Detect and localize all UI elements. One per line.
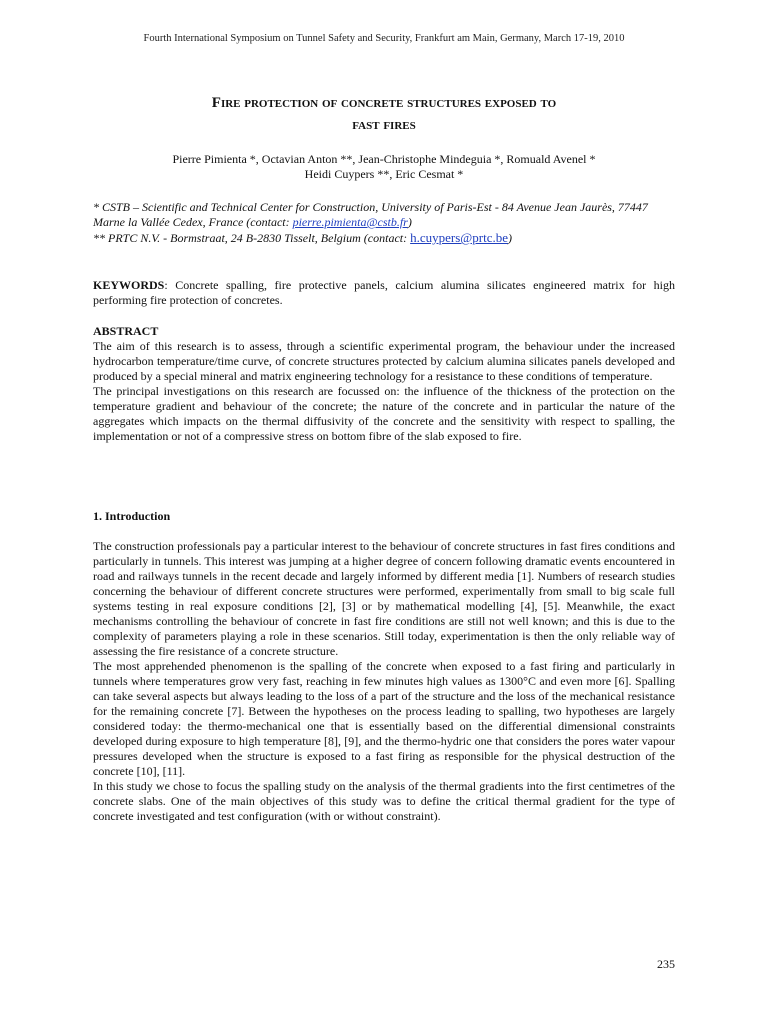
title-line-1: Fire protection of concrete structures exposed to bbox=[211, 95, 557, 111]
keywords-section bbox=[93, 278, 675, 308]
email-link-cstb[interactable]: pierre.pimienta@cstb.fr bbox=[292, 215, 408, 229]
authors-line-2: Heidi Cuypers **, Eric Cesmat * bbox=[304, 167, 464, 181]
introduction-paragraph-3: In this study we chose to focus the spalling study on the analysis of the thermal gradients into the first centimetres of the concrete slabs. One of the main objectives of this study was to define the critical thermal gradient for the type of concrete investigated and test configuration (with or without constraint). bbox=[93, 779, 675, 823]
running-header: Fourth International Symposium on Tunnel Safety and Security, Frankfurt am Main, Germany, March 17-19, 2010 bbox=[143, 33, 625, 44]
abstract-heading: ABSTRACT bbox=[93, 324, 159, 338]
keywords-label: KEYWORDS bbox=[93, 278, 165, 292]
affiliation-prtc-end: ) bbox=[508, 231, 512, 245]
introduction-heading: 1. Introduction bbox=[93, 509, 171, 523]
affiliations bbox=[93, 200, 675, 246]
paper-title bbox=[93, 92, 675, 136]
author-list bbox=[93, 152, 675, 182]
abstract-section bbox=[93, 324, 675, 444]
keywords-text: : Concrete spalling, fire protective panels, calcium alumina silicates engineered matrix for high performing fire protection of concretes. bbox=[93, 278, 675, 307]
email-link-prtc[interactable]: h.cuypers@prtc.be bbox=[410, 230, 508, 245]
abstract-paragraph-2: The principal investigations on this research are focussed on: the influence of the thickness of the protection on the temperature gradient and behaviour of the concrete; the nature of the concrete and in particular the nature of the aggregates which impacts on the thermal diffusivity of the concrete and the sensitivity with respect to spalling, the implementation or not of a compressive stress on bottom fibre of the slab exposed to fire. bbox=[93, 384, 675, 443]
affiliation-cstb bbox=[93, 200, 675, 230]
authors-line-1: Pierre Pimienta *, Octavian Anton **, Jean-Christophe Mindeguia *, Romuald Avenel * bbox=[172, 152, 596, 166]
affiliation-cstb-text: * CSTB – Scientific and Technical Center for Construction, University of Paris-Est - 84 Avenue Jean Jaurès, 77447 Marne la Vallée Cedex, France (contact: bbox=[93, 200, 648, 229]
introduction-paragraph-1: The construction professionals pay a particular interest to the behaviour of concrete structures in fast fires conditions and particularly in tunnels. This interest was jumping at a higher degree of concern following dramatic events encountered in road and railways tunnels in the recent decade and largely informed by different media [1]. Numbers of research studies concerning the behaviour of different concrete structures were performed, experimentally from small to big scale full systems testing in real exposure conditions [2], [3] or by mathematical modelling [4], [5]. Meanwhile, the exact mechanisms controlling the behaviour of concrete in fast fire conditions are still not well known; and this is due to the complexity of parameters playing a role in these scenarios. Still today, experimentation is then the only reliable way of assessing the fire resistance of a concrete structure. bbox=[93, 539, 675, 658]
introduction-section bbox=[93, 539, 675, 824]
affiliation-cstb-end: ) bbox=[407, 215, 412, 229]
title-line-2: fast fires bbox=[352, 117, 416, 133]
affiliation-prtc-text: ** PRTC N.V. - Bormstraat, 24 B-2830 Tisselt, Belgium (contact: bbox=[93, 231, 411, 245]
affiliation-prtc bbox=[93, 230, 675, 246]
page-number: 235 bbox=[657, 957, 675, 971]
abstract-paragraph-1: The aim of this research is to assess, through a scientific experimental program, the behaviour under the increased hydrocarbon temperature/time curve, of concrete structures protected by calcium alumina silicates panels developed and produced by a special mineral and matrix engineering technology for a resistance to these conditions of temperature. bbox=[93, 339, 675, 383]
introduction-paragraph-2: The most apprehended phenomenon is the spalling of the concrete when exposed to a fast firing and particularly in tunnels where temperatures grow very fast, reaching in few minutes high values as 1300°C and even more [6]. Spalling can take several aspects but always leading to the loss of a part of the structure and the loss of the mechanical resistance for the remaining concrete [7]. Between the hypotheses on the process leading to spalling, two hypotheses are largely considered today: the thermo-mechanical one that is essentially based on the differential dimensional constraints developed during exposure to high temperature [8], [9], and the thermo-hydric one that considers the pores water vapour pressures developed when the structure is exposed to a fast firing as responsible for the physical destruction of the concrete [10], [11]. bbox=[93, 659, 675, 778]
